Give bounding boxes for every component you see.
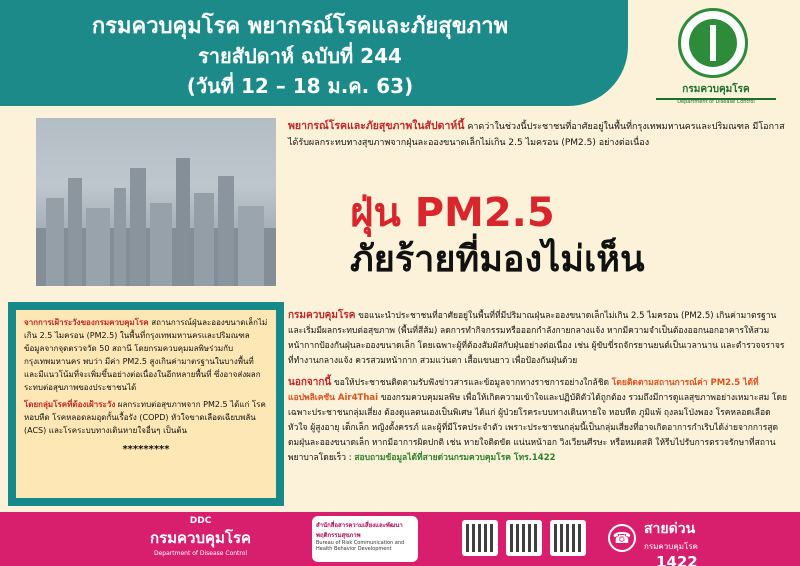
- footer-bar: [0, 512, 800, 566]
- ddc-abbr: DDC: [189, 516, 212, 526]
- hotline-org: กรมควบคุมโรค: [644, 542, 698, 551]
- bureau-logo: [312, 516, 418, 562]
- bureau-name-en: Bureau of Risk Communication and Health Behavior Development: [316, 540, 405, 552]
- header-title-line1: กรมควบคุมโรค พยากรณ์โรคและภัยสุขภาพ: [91, 14, 509, 39]
- header-title-line2: รายสัปดาห์ ฉบับที่ 244: [198, 44, 402, 68]
- intro-paragraph: [288, 118, 788, 151]
- headline-invisible-danger: ภัยร้ายที่มองไม่เห็น: [350, 239, 645, 280]
- advice-p2-text-a: ขอให้ประชาชนติดตามรับฟังข่าวสารและข้อมูลจากทางราชการอย่างใกล้ชิด: [333, 378, 610, 388]
- warning-p2-text: ผลกระทบต่อสุขภาพจาก PM2.5 ได้แก่ โรคหอบหืด โรคหลอดลมอุดกั้นเรื้อรัง (COPD) หัวใจขาดเลือดเฉียบพลัน (ACS) และโรคระบบทางเดินหายใจอื่นๆ เป็นต้น: [24, 400, 266, 435]
- advice-p1-text: ขอแนะนำประชาชนที่อาศัยอยู่ในพื้นที่ที่มีปริมาณฝุ่นละอองขนาดเล็กไม่เกิน 2.5 ไมครอน (PM2.5) เกินค่ามาตรฐานและเริ่มมีผลกระทบต่อสุขภาพ (พื้นที่สีส้ม) ลดการทำกิจกรรมหรือออกกำลังกายกลางแจ้ง หากมีความจำเป็นต้องออกนอกอาคารให้สวมหน้ากากป้องกันฝุ่นละอองขนาดเล็ก โดยเฉพาะผู้ที่ต้องสัมผัสกับฝุ่นอย่างต่อเนื่อง เช่น ผู้ขับขี่รถจักรยานยนต์เป็นเวลานาน และตำรวจจราจรที่ทำงานกลางแจ้ง ควรสวมหน้ากาก สวมแว่นตา เสื้อแขนยาว เพื่อป้องกันฝุ่นด้วย: [288, 311, 785, 366]
- footer-ddc-logo: [150, 516, 251, 557]
- ddc-logo: [656, 6, 776, 106]
- intro-highlight: พยากรณ์โรคและภัยสุขภาพในสัปดาห์นี้: [288, 120, 465, 132]
- advice-p2-text-b: ของกรมควบคุมมลพิษ เพื่อให้เกิดความเข้าใจและปฏิบัติตัวได้ถูกต้อง รวมถึงมีการดูแลสุขภาพอย่างเหมาะสม โดยเฉพาะประชาชนกลุ่มเสี่ยง ต้องดูแลตนเองเป็นพิเศษ ได้แก่ ผู้ป่วยโรคระบบทางเดินหายใจ หอบหืด ภูมิแพ้ ถุงลมโป่งพอง โรคหลอดเลือดหัวใจ ผู้สูงอายุ เด็กเล็ก หญิงตั้งครรภ์ และผู้ที่มีโรคประจำตัว เพราะประชาชนกลุ่มนี้เป็นกลุ่มเสี่ยงที่อาจเกิดอาการกำเริบได้ง่ายจากการสูดดมฝุ่นละอองขนาดเล็ก หากมีอาการผิดปกติ เช่น หายใจติดขัด แน่นหน้าอก วิงเวียนศีรษะ หรือหมดสติ ให้รีบไปรับการตรวจรักษาที่สถานพยาบาลโดยเร็ว :: [288, 393, 788, 463]
- qr-code-icon[interactable]: [462, 520, 498, 556]
- ddc-english: Department of Disease Control: [153, 550, 248, 557]
- hotline-label: สายด่วน: [644, 521, 696, 537]
- header-band: [0, 0, 628, 106]
- header-title-line3: (วันที่ 12 – 18 ม.ค. 63): [186, 74, 414, 98]
- advice-p2-highlight: นอกจากนี้: [288, 377, 332, 388]
- bureau-name-th: สำนักสื่อสารความเสี่ยงและพัฒนาพฤติกรรมสุขภาพ: [316, 522, 403, 539]
- hotline-number: 1422: [656, 553, 698, 566]
- logo-name: กรมควบคุมโรค: [656, 82, 776, 100]
- warning-p2-highlight: โดยกลุ่มโรคที่ต้องเฝ้าระวัง: [24, 400, 116, 409]
- ddc-name: กรมควบคุมโรค: [150, 529, 252, 547]
- advice-section: [288, 308, 788, 472]
- warning-content: [16, 310, 276, 498]
- warning-p1-text: สถานการณ์ฝุ่นละอองขนาดเล็กไม่เกิน 2.5 ไมครอน (PM2.5) ในพื้นที่กรุงเทพมหานครและปริมณฑล ข้อมูลจากจุดตรวจวัด 50 สถานี โดยกรมควบคุมมลพิษร่วมกับกรุงเทพมหานคร พบว่า มีค่า PM2.5 สูงเกินค่ามาตรฐานในบางพื้นที่ และมีแนวโน้มที่จะเพิ่มขึ้นอย่างต่อเนื่องในอีกหลายพื้นที่ ซึ่งอาจส่งผลกระทบต่อสุขภาพของประชาชนได้: [24, 318, 268, 392]
- logo-subtitle: Department of Disease Control: [677, 99, 755, 105]
- qr-code-icon[interactable]: [550, 520, 586, 556]
- hotline-note: สอบถามข้อมูลได้ที่สายด่วนกรมควบคุมโรค โทร.1422: [354, 453, 556, 463]
- intro-text: คาดว่าในช่วงนี้ประชาชนที่อาศัยอยู่ในพื้นที่กรุงเทพมหานครและปริมณฑล มีโอกาสได้รับผลกระทบทางสุขภาพจากฝุ่นละอองขนาดเล็กไม่เกิน 2.5 ไมครอน (PM2.5) อย่างต่อเนื่อง: [288, 122, 785, 148]
- phone-icon: ☎: [608, 524, 636, 552]
- city-haze-photo: [36, 118, 276, 286]
- moph-seal-icon: [678, 8, 748, 78]
- qr-code-icon[interactable]: [506, 520, 542, 556]
- separator-stars: *********: [122, 444, 170, 455]
- headline-pm25: ฝุ่น PM2.5: [350, 190, 555, 236]
- air4thai-note: โดยติดตามสถานการณ์ค่า PM2.5 ได้ที่แอปพลิเคชัน Air4Thai: [288, 378, 759, 403]
- warning-p1-highlight: จากการเฝ้าระวังของกรมควบคุมโรค: [24, 318, 149, 327]
- advice-p1-highlight: กรมควบคุมโรค: [288, 310, 356, 321]
- warning-box: [8, 302, 284, 506]
